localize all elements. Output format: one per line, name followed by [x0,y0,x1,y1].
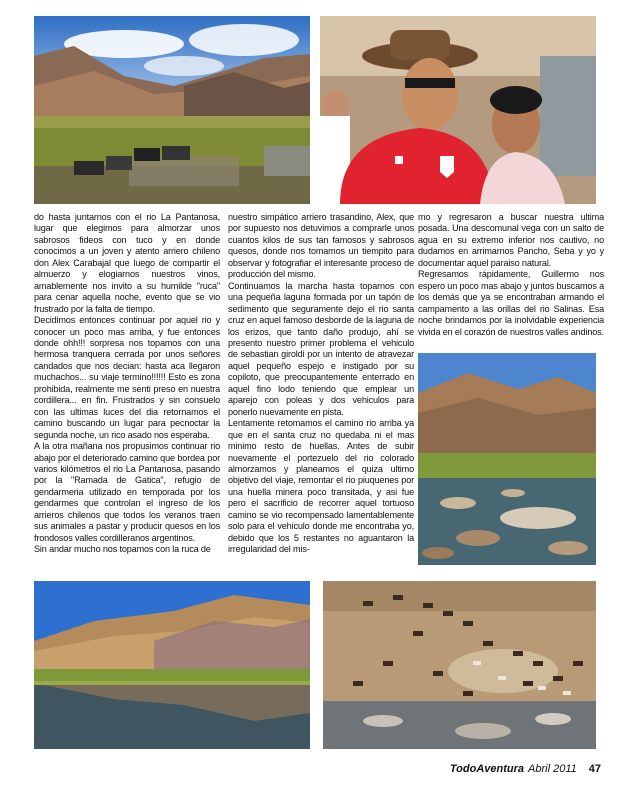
paragraph: do hasta juntarnos con el rio La Pantanosa, lugar que elegimos para almorzar unos sabrosos fideos con tuco y en donde conocimos a un joven y atento arriero chileno don Alex Carabajal que luego de compartir el almuerzo y elogiarnos nuestros vinos, amablemente nos invito a su humilde "ruca" para cenar aquella noche, evento que se vio frustrado por la falta de tiempo. [34,212,220,314]
article-column-3 [418,212,604,348]
photo-river-rocks [418,353,596,565]
page-number: 47 [588,763,601,775]
photo-mountain-reflection [34,581,310,749]
photo-two-men [320,16,596,204]
paragraph: Regresamos rápidamente, Guillermo nos espero un poco mas abajo y juntos buscamos a los demás que ya se encontraban armando el campamento a las orillas del rio Salinas. Esa noche brindamos por la inolvidable experiencia vivida en el corazón de nuestros valles andinos. [418,269,604,337]
article-column-1 [34,212,220,582]
issue-date: Abril 2011 [528,763,577,775]
photo-valley-vehicles [34,16,310,204]
magazine-name: TodoAventura [449,763,525,775]
paragraph: Sin andar mucho nos topamos con la ruca de [34,544,211,555]
paragraph: Decidimos entonces continuar por aquel rio y conocer un poco mas arriba, y fue entonces donde ohh!!! sorpresa nos topamos con una hermosa tranquera cerrada por unos señores candados que nos decian: hasta aca llegaron muchachos... su viaje termino!!!!!! Esto es zona prohibida, realmente me senti preso en nuestra cordillera... en fin. Frustrados y sin consuelo con las ultimas luces del dia retornamos el camino buscando un lugar para pecnoctar la segunda noche, un rico asado nos esperaba. [34,315,220,440]
paragraph: Continuamos la marcha hasta toparnos con una pequeña laguna formada por un tapón de sedimento que seguramente dejo el rio santa cruz en aquel famoso desborde de la laguna de los erizos, que tanto daño produjo, ahí se presento nuestro primer problema el vehiculo de sebastian giroldi por un intento de atravezar aquel pequeño espejo e instigado por su copiloto, que preocupantemente enterrado en aquel fino lodo teniendo que emplear un aparejo con poleas y dos vehiculos para ponerlo nuevamente en pista. [228,280,414,417]
article-column-2 [228,212,414,582]
page-footer [450,763,601,775]
paragraph: mo y regresaron a buscar nuestra ultima posada. Una descomunal vega con un salto de agua en su extremo inferior nos cautivo, no dudamos en arrimarnos Pancho, Seba y yo y documentar aquel paraiso natural. [418,212,604,268]
paragraph: A la otra mañana nos propusimos continuar rio abajo por el deteriorado camino que bordea por varios kilómetros el rio La Pantanosa, pasando por la "Ramada de Gatica", refugio de gendarmeria utilizado en temporada por los gendarmes que controlan el ingreso de los arrieros chilenos que todos los veranos traen sus animales a pastar y producir quesos en los frondosos valles cordilleranos argentinos. [34,441,220,543]
paragraph: nuestro simpático arriero trasandino, Alex, que por supuesto nos detuvimos a comprarle unos cuantos kilos de sus tan famosos y sabrosos quesos, donde nos tomamos un tiempito para observar y fotografiar el interesante proceso de producción del mismo. [228,212,414,280]
photo-herd-river [323,581,596,749]
paragraph: Lentamente retomamos el camino rio arriba ya que en el santa cruz no quedaba ni el mas minimo resto de huellas. Antes de subir nuevamente el portezuelo del rio colorado almorzamos y planeamos el quiza ultimo objetivo del viaje, remontar el rio piuquenes por una huella minera poco transitada, y asi fue pero el sacrificio de recorrer aquel tortuoso camino se vio recompensado lamentablemente solo para el vehiculo donde me encontraba yo, debido que los 5 restantes no aguantaron la irregularidad del mis- [228,418,414,555]
